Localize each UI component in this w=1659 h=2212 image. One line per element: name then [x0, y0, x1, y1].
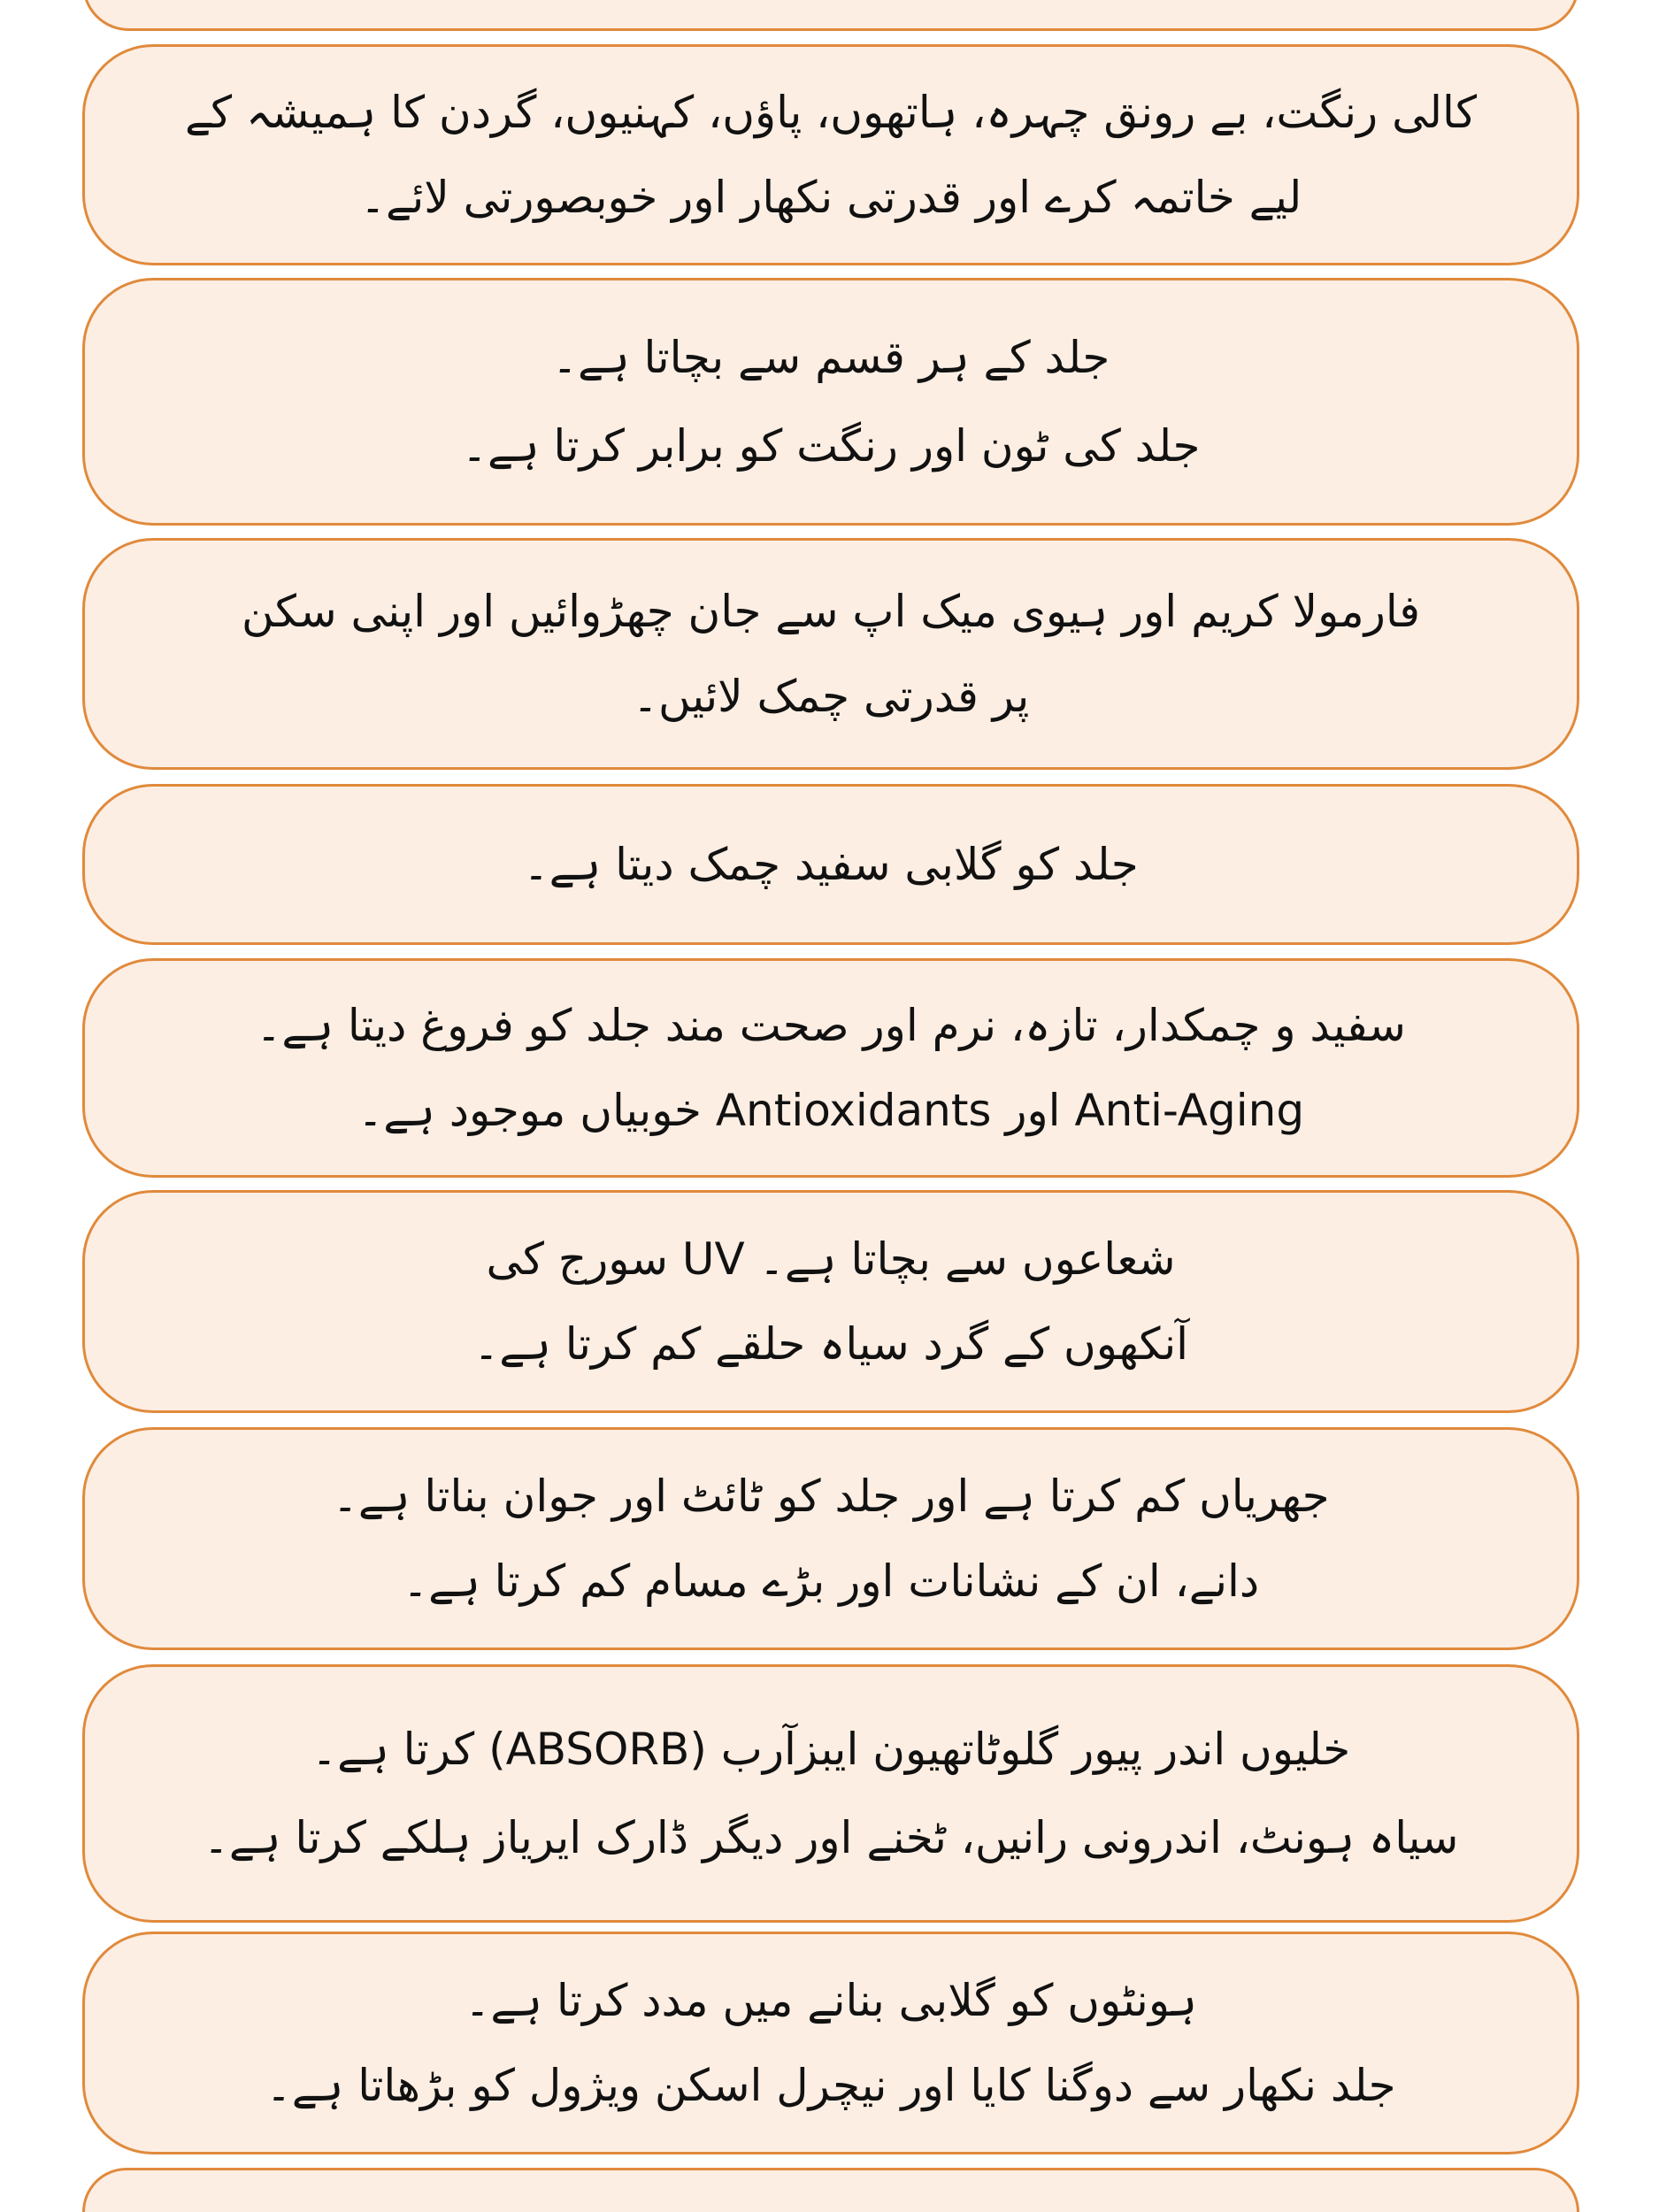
- feature-card-3: [82, 538, 1579, 770]
- feature-line: سفید و چمکدار، تازہ، نرم اور صحت مند جلد کو فروغ دیتا ہے۔: [256, 1000, 1406, 1051]
- feature-line: آنکھوں کے گرد سیاہ حلقے کم کرتا ہے۔: [472, 1318, 1189, 1370]
- feature-line: فارمولا کریم اور ہیوی میک اپ سے جان چھڑوائیں اور اپنی سکن: [242, 586, 1420, 637]
- feature-card-6: [82, 1190, 1579, 1413]
- feature-line: جلد نکھار سے دوگنا کایا اور نیچرل اسکن ویژول کو بڑھاتا ہے۔: [265, 2060, 1396, 2111]
- feature-card-9: [82, 1932, 1579, 2154]
- feature-card-5: [82, 958, 1579, 1178]
- feature-line: لیے خاتمہ کرے اور قدرتی نکھار اور خوبصورتی لائے۔: [359, 172, 1302, 223]
- feature-line: جلد کو گلابی سفید چمک دیتا ہے۔: [523, 839, 1139, 890]
- feature-card-partial-bottom: [82, 2168, 1579, 2212]
- feature-line: جھریاں کم کرتا ہے اور جلد کو ٹائٹ اور جوان بناتا ہے۔: [332, 1471, 1330, 1522]
- feature-line: سیاہ ہونٹ، اندرونی رانیں، ٹخنے اور دیگر ڈارک ایریاز ہلکے کرتا ہے۔: [203, 1812, 1459, 1863]
- feature-line: جلد کے ہر قسم سے بچاتا ہے۔: [551, 332, 1110, 383]
- feature-line: دانے، ان کے نشانات اور بڑے مسام کم کرتا ہے۔: [402, 1555, 1260, 1607]
- feature-line: Anti-Aging اور Antioxidants خوبیاں موجود ہے۔: [357, 1085, 1305, 1136]
- feature-card-1: [82, 44, 1579, 265]
- feature-card-8: [82, 1664, 1579, 1923]
- feature-line: کالی رنگت، بے رونق چہرہ، ہاتھوں، پاؤں، کہنیوں، گردن کا ہمیشہ کے: [184, 87, 1478, 138]
- feature-card-7: [82, 1427, 1579, 1650]
- feature-card-4: [82, 784, 1579, 945]
- feature-line: پر قدرتی چمک لائیں۔: [632, 671, 1030, 722]
- feature-card-2: [82, 278, 1579, 526]
- feature-line: شعاعوں سے بچاتا ہے۔ UV سورج کی: [486, 1233, 1176, 1285]
- feature-line: ہونٹوں کو گلابی بنانے میں مدد کرتا ہے۔: [465, 1975, 1197, 2026]
- feature-line: جلد کی ٹون اور رنگت کو برابر کرتا ہے۔: [461, 420, 1201, 472]
- feature-line: خلیوں اندر پیور گلوٹاتھیون ایبزآرب (ABSORB) کرتا ہے۔: [311, 1724, 1351, 1775]
- feature-card-partial-top: [82, 0, 1579, 31]
